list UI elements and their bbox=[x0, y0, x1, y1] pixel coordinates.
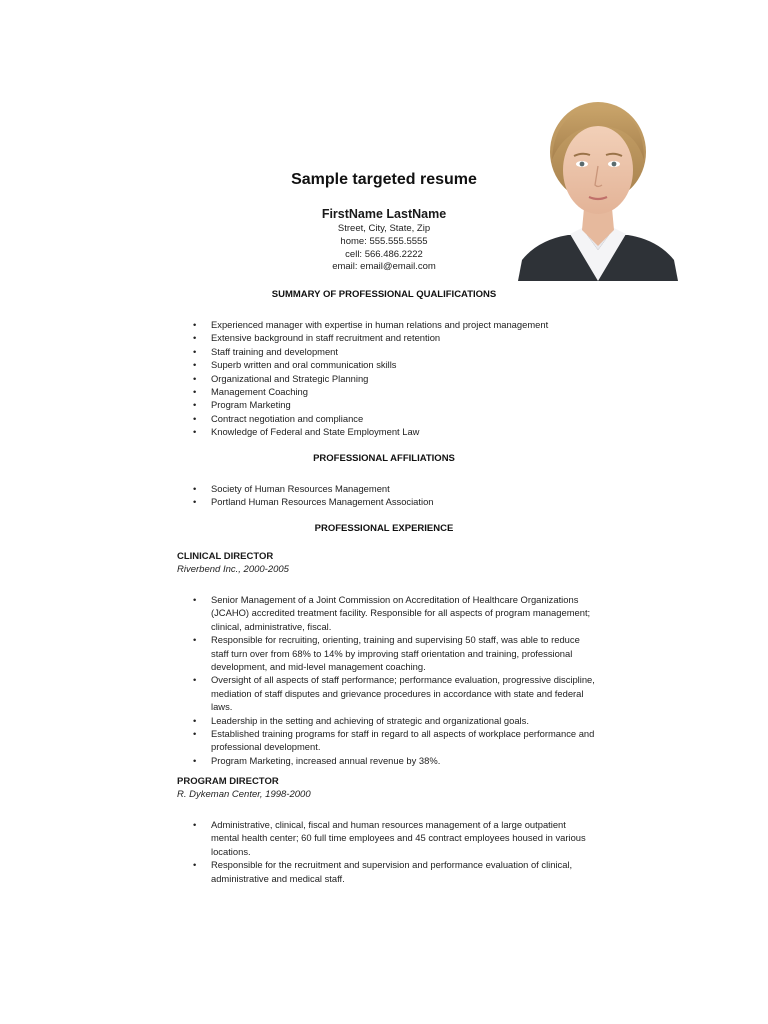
list-item: • Contract negotiation and compliance bbox=[211, 412, 591, 425]
list-item: • Portland Human Resources Management Association bbox=[211, 495, 591, 508]
list-item: • Responsible for recruiting, orienting, training and supervising 50 staff, was able to reduce staff turn over from 68% to 14% by improving staff orientation and training, professional development, and mid-level management coaching. bbox=[211, 633, 595, 673]
list-item: • Staff training and development bbox=[211, 345, 591, 358]
list-item: • Program Marketing bbox=[211, 398, 591, 411]
affiliations-heading: PROFESSIONAL AFFILIATIONS bbox=[313, 453, 455, 464]
list-item: • Program Marketing, increased annual revenue by 38%. bbox=[211, 754, 595, 767]
list-item: • Administrative, clinical, fiscal and human resources management of a large outpatient mental health center; 60 full time employees and 45 contract employees housed in various locations. bbox=[211, 818, 595, 858]
list-item: • Leadership in the setting and achieving of strategic and organizational goals. bbox=[211, 714, 595, 727]
contact-email: email: email@email.com bbox=[332, 261, 436, 273]
job-duties-program-director bbox=[211, 818, 595, 885]
summary-heading: SUMMARY OF PROFESSIONAL QUALIFICATIONS bbox=[271, 289, 497, 300]
list-item: • Organizational and Strategic Planning bbox=[211, 372, 591, 385]
job-duties-clinical-director bbox=[211, 593, 595, 767]
list-item: • Society of Human Resources Management bbox=[211, 482, 591, 495]
contact-home-phone: home: 555.555.5555 bbox=[340, 235, 428, 247]
list-item: • Experienced manager with expertise in human relations and project management bbox=[211, 318, 591, 331]
resume-title: Sample targeted resume bbox=[291, 171, 477, 188]
contact-cell-phone: cell: 566.486.2222 bbox=[345, 248, 423, 260]
job-org-dykeman: R. Dykeman Center, 1998-2000 bbox=[177, 789, 311, 800]
job-title-program-director: PROGRAM DIRECTOR bbox=[177, 776, 279, 787]
list-item: • Senior Management of a Joint Commission on Accreditation of Healthcare Organizations (JCAHO) accredited treatment facility. Responsible for all aspects of program management; clinical, administrative, fiscal. bbox=[211, 593, 595, 633]
contact-address: Street, City, State, Zip bbox=[337, 223, 431, 234]
list-item: • Extensive background in staff recruitment and retention bbox=[211, 331, 591, 344]
list-item: • Superb written and oral communication skills bbox=[211, 358, 591, 371]
experience-heading: PROFESSIONAL EXPERIENCE bbox=[314, 523, 454, 534]
affiliations-list bbox=[211, 482, 591, 509]
summary-list bbox=[211, 318, 591, 439]
list-item: • Responsible for the recruitment and supervision and performance evaluation of clinical, administrative and medical staff. bbox=[211, 858, 595, 885]
list-item: • Established training programs for staff in regard to all aspects of workplace performance and professional development. bbox=[211, 727, 595, 754]
candidate-name: FirstName LastName bbox=[321, 207, 447, 221]
portrait-photo bbox=[518, 100, 678, 281]
contact-block bbox=[200, 223, 568, 274]
list-item: • Management Coaching bbox=[211, 385, 591, 398]
list-item: • Oversight of all aspects of staff performance; performance evaluation, progressive discipline, mediation of staff disputes and grievance procedures in accordance with state and federal laws. bbox=[211, 673, 595, 713]
job-org-riverbend: Riverbend Inc., 2000-2005 bbox=[177, 564, 289, 575]
list-item: • Knowledge of Federal and State Employment Law bbox=[211, 425, 591, 438]
job-title-clinical-director: CLINICAL DIRECTOR bbox=[177, 551, 274, 562]
